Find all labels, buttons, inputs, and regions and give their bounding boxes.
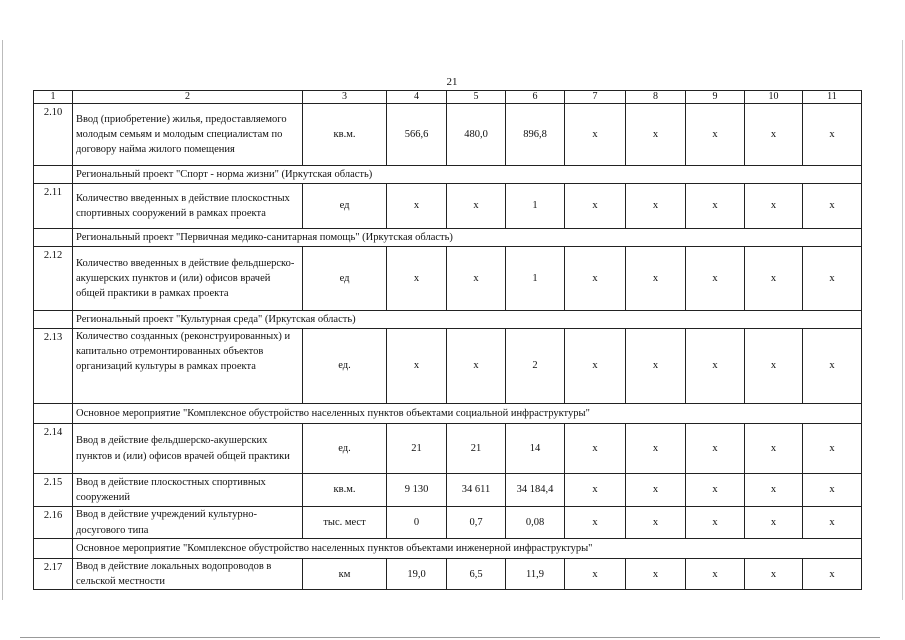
value-cell: х [686,104,745,166]
section-title: Основное мероприятие "Комплексное обустройство населенных пунктов объектами инженерной инфраструктуры" [73,539,862,559]
section-title: Региональный проект "Спорт - норма жизни" (Иркутская область) [73,166,862,184]
section-number-cell [34,539,73,559]
value-cell: х [803,424,862,474]
col-header-1: 1 [34,91,73,104]
value-cell: х [686,424,745,474]
row-number: 2.15 [34,474,73,507]
value-cell: х [745,184,803,229]
indicators-table [33,90,862,590]
indicator-name: Ввод в действие плоскостных спортивных сооружений [73,474,303,507]
indicator-name: Ввод в действие локальных водопроводов в сельской местности [73,559,303,590]
value-cell: х [447,184,506,229]
value-cell: 11,9 [506,559,565,590]
section-title: Основное мероприятие "Комплексное обустройство населенных пунктов объектами социальной инфраструктуры" [73,404,862,424]
value-cell: 480,0 [447,104,506,166]
value-cell: 21 [447,424,506,474]
value-cell: х [565,559,626,590]
value-cell: 896,8 [506,104,565,166]
value-cell: х [803,474,862,507]
unit-cell: тыс. мест [303,507,387,539]
value-cell: х [447,329,506,404]
table-row [34,424,862,474]
section-number-cell [34,404,73,424]
value-cell: 0,7 [447,507,506,539]
value-cell: 34 184,4 [506,474,565,507]
value-cell: х [803,329,862,404]
unit-cell: ед [303,247,387,311]
table-row [34,474,862,507]
value-cell: 9 130 [387,474,447,507]
table-row [34,559,862,590]
row-number: 2.16 [34,507,73,539]
value-cell: 6,5 [447,559,506,590]
indicator-name: Количество созданных (реконструированных) и капитально отремонтированных объектов организаций культуры в рамках проекта [73,329,303,404]
value-cell: х [626,184,686,229]
value-cell: х [626,507,686,539]
row-number: 2.13 [34,329,73,404]
value-cell: 1 [506,184,565,229]
value-cell: х [387,329,447,404]
indicator-name: Ввод (приобретение) жилья, предоставляемого молодым семьям и молодым специалистам по договору найма жилого помещения [73,104,303,166]
value-cell: 34 611 [447,474,506,507]
value-cell: 1 [506,247,565,311]
section-row [34,166,862,184]
value-cell: 14 [506,424,565,474]
value-cell: 0,08 [506,507,565,539]
unit-cell: кв.м. [303,474,387,507]
value-cell: х [745,474,803,507]
section-title: Региональный проект "Первичная медико-санитарная помощь" (Иркутская область) [73,229,862,247]
value-cell: х [745,247,803,311]
value-cell: х [686,247,745,311]
col-header-6: 6 [506,91,565,104]
value-cell: х [745,424,803,474]
value-cell: х [686,559,745,590]
value-cell: х [803,559,862,590]
value-cell: х [745,329,803,404]
col-header-4: 4 [387,91,447,104]
value-cell: х [803,507,862,539]
value-cell: х [745,104,803,166]
col-header-5: 5 [447,91,506,104]
value-cell: х [686,184,745,229]
value-cell: х [803,247,862,311]
row-number: 2.10 [34,104,73,166]
unit-cell: км [303,559,387,590]
value-cell: х [745,559,803,590]
value-cell: 566,6 [387,104,447,166]
indicator-name: Количество введенных в действие плоскостных спортивных сооружений в рамках проекта [73,184,303,229]
value-cell: х [686,329,745,404]
value-cell: 0 [387,507,447,539]
row-number: 2.14 [34,424,73,474]
value-cell: х [447,247,506,311]
col-header-7: 7 [565,91,626,104]
row-number: 2.11 [34,184,73,229]
value-cell: х [686,507,745,539]
col-header-3: 3 [303,91,387,104]
column-number-header [34,91,862,104]
page-edge-left [2,40,3,600]
value-cell: х [565,424,626,474]
section-row [34,539,862,559]
section-number-cell [34,311,73,329]
section-row [34,229,862,247]
indicator-name: Ввод в действие фельдшерско-акушерских пунктов и (или) офисов врачей общей практики [73,424,303,474]
indicator-name: Ввод в действие учреждений культурно-досугового типа [73,507,303,539]
value-cell: х [626,329,686,404]
section-number-cell [34,166,73,184]
indicator-name: Количество введенных в действие фельдшерско-акушерских пунктов и (или) офисов врачей общей практики в рамках проекта [73,247,303,311]
value-cell: 21 [387,424,447,474]
unit-cell: кв.м. [303,104,387,166]
row-number: 2.17 [34,559,73,590]
value-cell: х [387,247,447,311]
unit-cell: ед. [303,424,387,474]
table-row [34,329,862,404]
table-row [34,247,862,311]
page-bottom-edge [20,637,880,638]
col-header-10: 10 [745,91,803,104]
col-header-8: 8 [626,91,686,104]
col-header-2: 2 [73,91,303,104]
value-cell: х [565,247,626,311]
unit-cell: ед. [303,329,387,404]
table-row [34,507,862,539]
value-cell: х [565,104,626,166]
value-cell: х [565,474,626,507]
value-cell: х [626,559,686,590]
value-cell: х [803,104,862,166]
value-cell: х [626,104,686,166]
section-number-cell [34,229,73,247]
value-cell: 2 [506,329,565,404]
value-cell: х [745,507,803,539]
value-cell: х [565,329,626,404]
section-row [34,404,862,424]
value-cell: х [626,247,686,311]
value-cell: х [626,474,686,507]
table-row [34,104,862,166]
section-title: Региональный проект "Культурная среда" (Иркутская область) [73,311,862,329]
value-cell: х [565,507,626,539]
section-row [34,311,862,329]
value-cell: х [686,474,745,507]
unit-cell: ед [303,184,387,229]
value-cell: х [626,424,686,474]
value-cell: х [803,184,862,229]
value-cell: х [387,184,447,229]
value-cell: 19,0 [387,559,447,590]
table-row [34,184,862,229]
col-header-11: 11 [803,91,862,104]
page-number: 21 [446,76,458,88]
col-header-9: 9 [686,91,745,104]
page-edge-right [902,40,903,600]
row-number: 2.12 [34,247,73,311]
value-cell: х [565,184,626,229]
